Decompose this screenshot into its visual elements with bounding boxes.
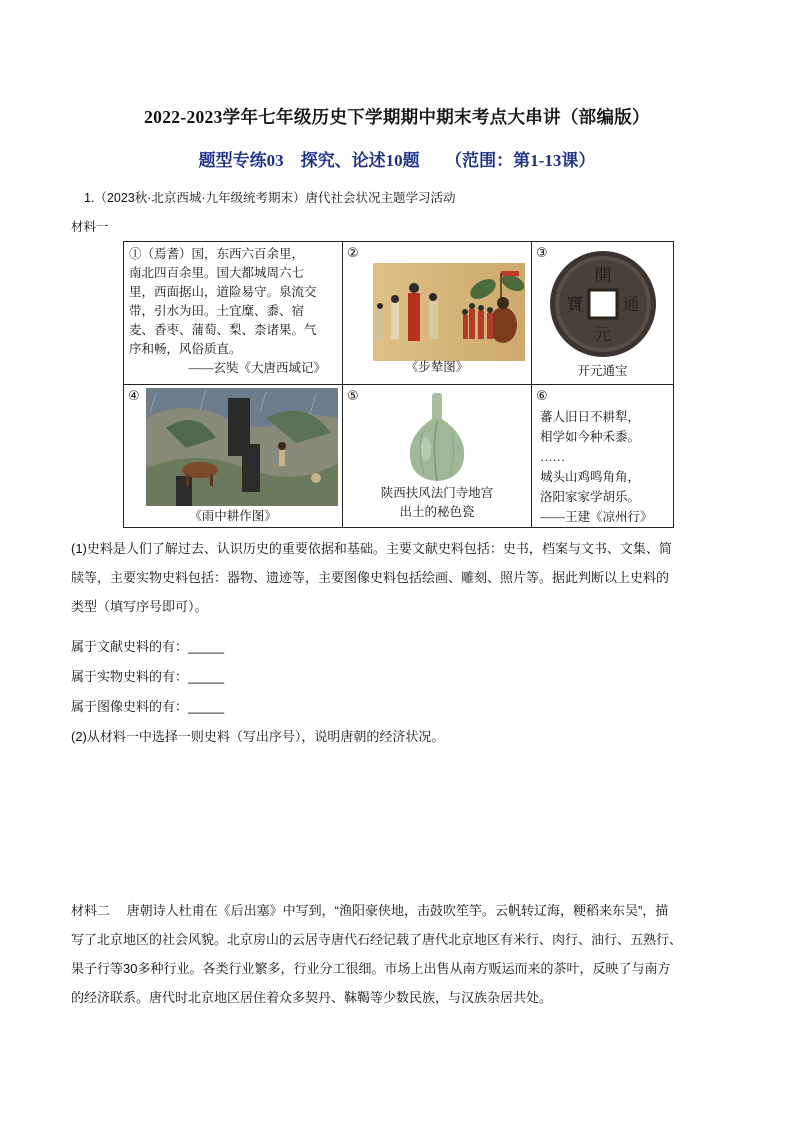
part-1-line: 类型（填写序号即可）。 bbox=[71, 599, 208, 614]
svg-text:通: 通 bbox=[622, 295, 640, 315]
cell-3-caption: 开元通宝 bbox=[577, 364, 628, 378]
cell-6-line: 洛阳家家学胡乐。 bbox=[540, 490, 641, 504]
kaiyuan-coin-image bbox=[547, 248, 659, 360]
material-2-line: 的经济联系。唐代时北京地区居住着众多契丹、靺鞨等少数民族，与汉族杂居共处。 bbox=[71, 990, 553, 1005]
material-1-label: 材料一 bbox=[71, 220, 109, 234]
material-2-line: 果子行等30多种行业。各类行业繁多，行业分工很细。市场上出售从南方贩运而来的茶叶，反映了与南方 bbox=[71, 961, 671, 976]
cell-5-number: ⑤ bbox=[347, 388, 359, 403]
cell-4-number: ④ bbox=[128, 388, 140, 403]
part-1-line: (1)史料是人们了解过去、认识历史的重要依据和基础。主要文献史料包括：史书，档案与文书、文集、简 bbox=[71, 541, 672, 556]
cell-1-line: （焉耆）国，东西六百余里， bbox=[141, 247, 305, 261]
document-title: 2022-2023学年七年级历史下学期期中期末考点大串讲（部编版） bbox=[144, 107, 650, 127]
cell-1-line: 麦、香枣、蒲萄、梨、柰诸果。气 bbox=[129, 323, 317, 337]
material-2-line: 写了北京地区的社会风貌。北京房山的云居寺唐代石经记载了唐代北京地区有米行、肉行、油行、五熟行、 bbox=[71, 932, 683, 947]
part-1-line: 牍等，主要实物史料包括：器物、遗迹等，主要图像史料包括绘画、雕刻、照片等。据此判断以上史料的 bbox=[71, 570, 670, 585]
part-2-prompt: (2)从材料一中选择一则史料（写出序号），说明唐朝的经济状况。 bbox=[71, 729, 445, 744]
material-2-line: 材料二 唐朝诗人杜甫在《后出塞》中写到，“渔阳豪侠地，击鼓吹笙竽。云帆转辽海，粳稻来东吴”，描 bbox=[71, 903, 669, 918]
cell-4-caption: 《雨中耕作图》 bbox=[189, 509, 277, 523]
cell-1-number: ① bbox=[129, 247, 142, 261]
cell-5-porcelain bbox=[343, 385, 532, 528]
cell-2-caption: 《步辇图》 bbox=[405, 360, 469, 374]
cell-6-line: …… bbox=[540, 450, 565, 464]
question-1-heading: 1.（2023秋·北京西城·九年级统考期末）唐代社会状况主题学习活动 bbox=[84, 191, 456, 205]
cell-1-line: 序和畅，风俗质直。 bbox=[129, 342, 242, 356]
cell-5-caption-line: 陕西扶风法门寺地宫 bbox=[380, 486, 494, 500]
cell-2-number: ② bbox=[347, 245, 359, 260]
document-subtitle: 题型专练03 探究、论述10题 （范围：第1-13课） bbox=[198, 151, 596, 170]
fill-object-sources[interactable]: 属于实物史料的有：_____ bbox=[71, 669, 225, 684]
buni-painting-image bbox=[373, 263, 525, 361]
cell-6-line: 相学如今种禾黍。 bbox=[540, 430, 641, 444]
cell-1-line: 里，西面据山，道险易守。泉流交 bbox=[129, 285, 317, 299]
cell-3-number: ③ bbox=[536, 245, 548, 260]
svg-text:元: 元 bbox=[594, 325, 612, 345]
material-2-paragraph bbox=[71, 896, 725, 1012]
cell-6-number: ⑥ bbox=[536, 388, 548, 403]
fill-image-sources[interactable]: 属于图像史料的有：_____ bbox=[71, 699, 225, 714]
rain-farming-mural-image bbox=[146, 388, 338, 506]
source-material-grid bbox=[123, 241, 674, 528]
svg-text:寶: 寶 bbox=[566, 295, 584, 315]
cell-6-line: 城头山鸡鸣角角， bbox=[540, 470, 641, 484]
part-1-prompt bbox=[71, 534, 725, 621]
cell-6-poem bbox=[532, 385, 674, 528]
cell-1-line: 南北四百余里。国大都城周六七 bbox=[129, 266, 305, 280]
cell-6-line: 蕃人旧日不耕犁， bbox=[540, 410, 641, 424]
cell-1-source: ——玄奘《大唐西域记》 bbox=[188, 361, 326, 375]
fill-text-sources[interactable]: 属于文献史料的有：_____ bbox=[71, 639, 225, 654]
cell-1-text-source bbox=[124, 242, 343, 385]
celadon-vase-image bbox=[402, 391, 472, 483]
cell-6-source: ——王建《凉州行》 bbox=[540, 510, 653, 524]
cell-1-line: 带，引水为田。土宜糜、黍、宿 bbox=[129, 304, 305, 318]
cell-2-painting bbox=[343, 242, 532, 385]
cell-4-mural bbox=[124, 385, 343, 528]
cell-5-caption-line: 出土的秘色瓷 bbox=[399, 505, 475, 519]
svg-text:開: 開 bbox=[594, 266, 612, 286]
cell-3-coin bbox=[532, 242, 674, 385]
